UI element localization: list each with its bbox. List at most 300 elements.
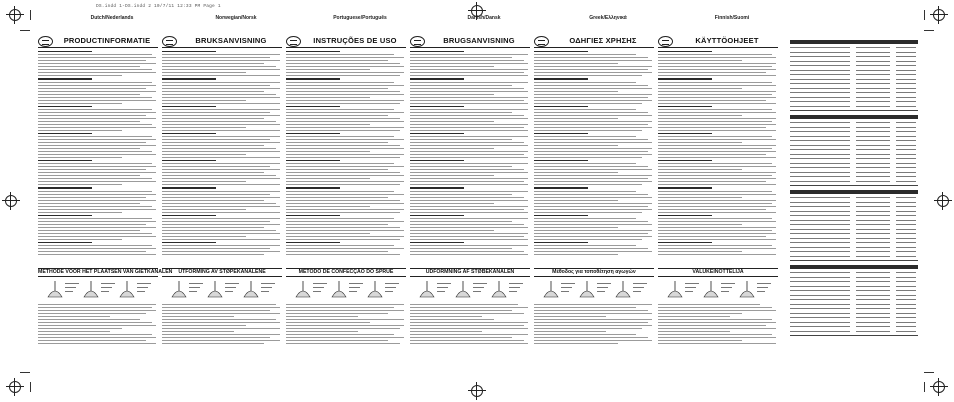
diagram-caption-line [721, 287, 732, 288]
text-line [534, 97, 648, 98]
text-line [38, 221, 156, 222]
text-line [162, 181, 246, 182]
text-line [658, 51, 712, 52]
text-line [162, 121, 276, 122]
text-line [658, 328, 776, 329]
sprue-heading-bar [410, 268, 530, 277]
text-line [162, 97, 280, 98]
text-line [286, 218, 394, 219]
text-line [286, 343, 400, 344]
text-line [286, 197, 388, 198]
text-line [38, 112, 156, 113]
text-line [534, 157, 642, 158]
text-line [38, 121, 140, 122]
text-line [162, 160, 216, 161]
text-line [162, 218, 280, 219]
panel-danish [410, 36, 530, 356]
text-line [286, 145, 400, 146]
table-cell [896, 176, 916, 177]
registration-mark-left-middle [2, 192, 20, 210]
diagram-caption-line [473, 283, 487, 284]
table-row [790, 201, 918, 205]
table-cell [896, 65, 916, 66]
table-row [790, 171, 918, 175]
text-line [162, 145, 264, 146]
diagram-caption-line [685, 283, 699, 284]
text-line [286, 325, 404, 326]
sprue-heading: VALUKEINOTTELIJÄ [692, 269, 744, 275]
text-line [410, 57, 512, 58]
text-line [286, 245, 394, 246]
text-line [162, 136, 280, 137]
table-cell [790, 229, 850, 230]
crop-mark [30, 382, 31, 392]
text-line [534, 69, 648, 70]
sprue-figure [420, 281, 451, 297]
text-line [534, 334, 636, 335]
text-line [38, 78, 92, 79]
language-headings [40, 15, 918, 22]
text-line [658, 245, 772, 246]
text-line [658, 218, 772, 219]
text-line [658, 212, 776, 213]
sprue-heading: UDFORMNING AF STØBEKANALEN [425, 269, 515, 275]
text-line [410, 69, 528, 70]
text-line [162, 69, 280, 70]
text-line [38, 145, 156, 146]
table-cell [856, 131, 890, 132]
language-heading: Dutch/Nederlands [90, 15, 134, 21]
table-cell [790, 277, 850, 278]
text-line [410, 239, 528, 240]
text-line [658, 145, 776, 146]
text-line [286, 224, 388, 225]
table-cell [790, 97, 850, 98]
diagram-caption-line [137, 287, 148, 288]
text-line [162, 154, 246, 155]
text-line [410, 157, 528, 158]
table-row [790, 91, 918, 95]
text-line [162, 94, 276, 95]
text-line [410, 227, 528, 228]
table-cell [790, 149, 850, 150]
text-line [162, 106, 216, 107]
text-line [410, 230, 494, 231]
text-line [286, 112, 404, 113]
text-line [162, 130, 280, 131]
text-line [534, 194, 648, 195]
sprue-figure [544, 281, 575, 297]
table-cell [896, 140, 916, 141]
text-line [658, 169, 742, 170]
brand-logo-icon [534, 36, 549, 47]
language-heading: Portuguese/Português [333, 15, 387, 21]
text-line [658, 72, 766, 73]
text-line [534, 224, 652, 225]
text-line [38, 254, 156, 255]
table-cell [856, 299, 890, 300]
diagram-caption-line [101, 283, 115, 284]
text-line [410, 106, 464, 107]
text-line [162, 197, 280, 198]
table-row [790, 46, 918, 50]
text-line [410, 60, 524, 61]
table-cell [896, 167, 916, 168]
table-cell [896, 197, 916, 198]
text-line [38, 187, 92, 188]
text-line [410, 209, 524, 210]
text-line [534, 313, 652, 314]
text-line [658, 130, 776, 131]
text-line [410, 118, 528, 119]
text-line [658, 63, 776, 64]
panel-body-text [162, 50, 282, 268]
text-line [162, 100, 246, 101]
table-cell [856, 163, 890, 164]
text-line [162, 230, 276, 231]
text-line [534, 337, 648, 338]
table-cell [856, 220, 890, 221]
table-row [790, 214, 918, 218]
brand-logo-icon [38, 36, 53, 47]
text-line [534, 57, 648, 58]
text-line [658, 106, 712, 107]
diagram-caption-line [225, 291, 233, 292]
table-row [790, 255, 918, 259]
table-cell [790, 331, 850, 332]
text-line [658, 136, 772, 137]
text-line [410, 82, 528, 83]
text-line [410, 331, 482, 332]
table-cell [896, 215, 916, 216]
text-line [534, 343, 618, 344]
text-line [38, 212, 122, 213]
table-cell [790, 286, 850, 287]
table-cell [856, 197, 890, 198]
text-line [286, 242, 340, 243]
panel-header [286, 36, 406, 48]
text-line [38, 157, 122, 158]
specification-tables [790, 40, 918, 340]
table-row [790, 312, 918, 316]
text-line [658, 142, 742, 143]
text-line [658, 82, 772, 83]
text-line [38, 194, 156, 195]
text-line [534, 106, 588, 107]
text-line [410, 343, 528, 344]
text-line [410, 115, 524, 116]
text-line [534, 227, 618, 228]
text-line [162, 91, 264, 92]
text-line [162, 139, 270, 140]
table-row [790, 60, 918, 64]
diagram-caption-line [349, 291, 357, 292]
table-cell [790, 74, 850, 75]
table-cell [896, 122, 916, 123]
table-row [790, 105, 918, 109]
table-row [790, 69, 918, 73]
table-cell [856, 101, 890, 102]
text-line [658, 227, 776, 228]
text-line [410, 130, 528, 131]
text-line [38, 175, 140, 176]
table-cell [856, 295, 890, 296]
text-line [162, 142, 280, 143]
text-line [658, 112, 776, 113]
table-row [790, 276, 918, 280]
panel-title: PRODUCTINFORMATIE [63, 36, 151, 45]
text-line [410, 178, 528, 179]
text-line [38, 206, 152, 207]
text-line [410, 175, 494, 176]
table-cell [790, 101, 850, 102]
table-row [790, 73, 918, 77]
text-line [534, 319, 652, 320]
table-cell [896, 224, 916, 225]
table-cell [790, 145, 850, 146]
text-line [162, 322, 280, 323]
text-line [534, 66, 652, 67]
text-line [286, 148, 404, 149]
text-line [658, 194, 776, 195]
text-line [534, 103, 642, 104]
sprue-instructions [162, 304, 282, 354]
text-line [286, 328, 400, 329]
table-cell [856, 176, 890, 177]
text-line [534, 245, 636, 246]
text-line [38, 169, 146, 170]
text-line [534, 212, 642, 213]
text-line [534, 91, 618, 92]
sprue-section [38, 268, 173, 354]
diagram-caption-line [685, 291, 693, 292]
text-line [38, 337, 156, 338]
table-row [790, 87, 918, 91]
sprue-heading: METHODE VOOR HET PLAATSEN VAN GIETKANALEN [38, 269, 173, 275]
text-line [162, 127, 246, 128]
table-cell [790, 220, 850, 221]
text-line [658, 319, 772, 320]
diagram-caption-line [65, 283, 79, 284]
text-line [410, 245, 528, 246]
text-line [162, 169, 280, 170]
text-line [534, 82, 636, 83]
text-line [534, 251, 652, 252]
table-rule [790, 110, 918, 111]
text-line [286, 307, 394, 308]
text-line [286, 191, 394, 192]
registration-mark-right-middle [934, 192, 952, 210]
text-line [286, 230, 404, 231]
text-line [286, 184, 400, 185]
text-line [38, 197, 146, 198]
text-line [658, 310, 776, 311]
crop-mark [30, 10, 31, 20]
table-cell [856, 238, 890, 239]
text-line [658, 181, 766, 182]
text-line [534, 88, 652, 89]
text-line [534, 78, 588, 79]
text-line [658, 191, 772, 192]
table-cell [790, 304, 850, 305]
text-line [534, 85, 648, 86]
text-line [162, 178, 280, 179]
text-line [534, 218, 636, 219]
text-line [38, 322, 152, 323]
text-line [38, 233, 152, 234]
text-line [286, 212, 400, 213]
table-row [790, 78, 918, 82]
text-line [38, 118, 156, 119]
text-line [38, 69, 152, 70]
text-line [38, 85, 156, 86]
text-line [658, 304, 760, 305]
text-line [286, 78, 340, 79]
text-line [286, 194, 404, 195]
text-line [410, 97, 528, 98]
text-line [162, 328, 280, 329]
text-line [534, 236, 652, 237]
text-line [162, 334, 280, 335]
table-cell [856, 88, 890, 89]
sprue-heading-bar [38, 268, 173, 277]
text-line [534, 200, 618, 201]
sprue-section [658, 268, 778, 354]
text-line [658, 200, 776, 201]
crop-mark [924, 382, 925, 392]
table-cell [856, 61, 890, 62]
text-line [286, 310, 404, 311]
table-cell [896, 127, 916, 128]
table-cell [896, 229, 916, 230]
text-line [534, 340, 652, 341]
table-row [790, 51, 918, 55]
table-cell [856, 206, 890, 207]
text-line [162, 85, 270, 86]
text-line [658, 325, 766, 326]
diagram-caption-line [437, 287, 448, 288]
text-line [410, 63, 528, 64]
text-line [38, 251, 146, 252]
table-cell [856, 97, 890, 98]
table-cell [856, 154, 890, 155]
text-line [162, 78, 216, 79]
text-line [162, 343, 264, 344]
table-cell [790, 140, 850, 141]
table-cell [790, 233, 850, 234]
diagram-caption-line [597, 283, 611, 284]
text-line [162, 184, 280, 185]
table-header [790, 115, 918, 119]
text-line [658, 157, 776, 158]
table-cell [896, 154, 916, 155]
sprue-figure [296, 281, 327, 297]
table-cell [790, 197, 850, 198]
text-line [38, 91, 156, 92]
table-cell [856, 83, 890, 84]
text-line [38, 236, 156, 237]
diagram-caption-line [225, 287, 236, 288]
text-line [410, 75, 528, 76]
crop-mark [924, 372, 934, 373]
text-line [534, 136, 636, 137]
table-rule [790, 260, 918, 261]
table-cell [856, 247, 890, 248]
table-cell [790, 281, 850, 282]
text-line [38, 139, 156, 140]
sprue-heading-bar [658, 268, 778, 277]
table-cell [790, 61, 850, 62]
crop-mark [20, 30, 30, 31]
table-cell [790, 308, 850, 309]
text-line [286, 163, 394, 164]
text-line [658, 94, 772, 95]
table-row [790, 285, 918, 289]
text-line [162, 325, 246, 326]
text-line [410, 100, 524, 101]
text-line [286, 72, 404, 73]
text-line [162, 221, 270, 222]
text-line [38, 109, 152, 110]
table-cell [856, 224, 890, 225]
text-line [658, 331, 730, 332]
table-cell [790, 136, 850, 137]
diagram-caption-line [633, 287, 644, 288]
text-line [534, 203, 652, 204]
table-cell [790, 247, 850, 248]
table-row [790, 219, 918, 223]
table-cell [790, 251, 850, 252]
text-line [38, 130, 122, 131]
text-line [410, 328, 528, 329]
text-line [286, 319, 404, 320]
diagram-caption-line [437, 291, 445, 292]
text-line [286, 203, 404, 204]
text-line [410, 310, 512, 311]
table-cell [790, 88, 850, 89]
table-cell [856, 317, 890, 318]
text-line [534, 215, 588, 216]
crop-mark [20, 372, 30, 373]
diagram-caption-line [385, 287, 396, 288]
text-line [410, 127, 524, 128]
text-line [534, 230, 652, 231]
text-line [534, 148, 652, 149]
text-line [162, 109, 280, 110]
table-row [790, 139, 918, 143]
text-line [162, 191, 280, 192]
table-cell [896, 101, 916, 102]
table-cell [790, 79, 850, 80]
diagram-caption-line [633, 283, 647, 284]
table-row [790, 153, 918, 157]
text-line [658, 172, 776, 173]
text-line [162, 239, 280, 240]
text-line [410, 72, 524, 73]
sprue-figure [668, 281, 699, 297]
text-line [534, 72, 652, 73]
text-line [534, 139, 648, 140]
brand-logo-icon [162, 36, 177, 47]
text-line [410, 169, 524, 170]
language-heading: Finnish/Suomi [714, 15, 750, 21]
text-line [534, 310, 648, 311]
sprue-figure [48, 281, 79, 297]
text-line [534, 178, 648, 179]
text-line [534, 221, 648, 222]
text-line [658, 239, 776, 240]
text-line [38, 136, 152, 137]
